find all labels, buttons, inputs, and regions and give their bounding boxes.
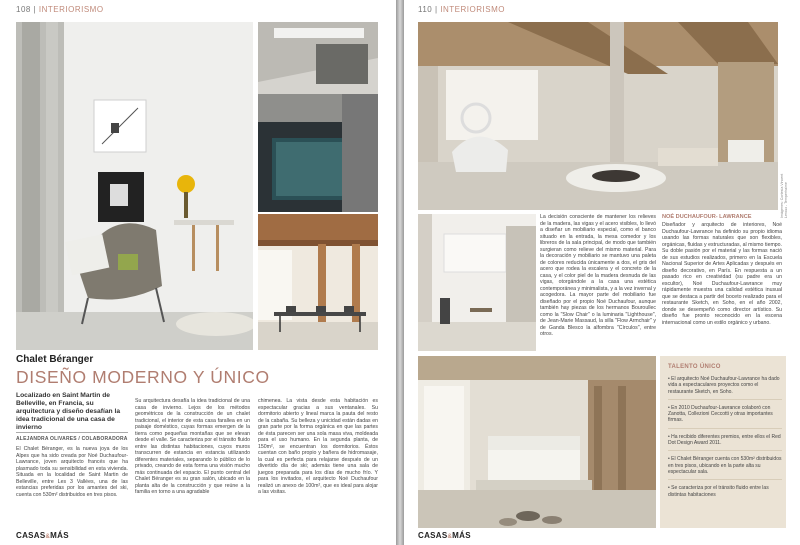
article-headline: DISEÑO MODERNO Y ÚNICO — [16, 367, 270, 387]
right-page — [404, 0, 800, 545]
talento-heading: TALENTO ÚNICO — [668, 364, 721, 370]
list-item: • En 2010 Duchaufour-Lawrance colaboró con Zanotta, Collezioni Ceccotti y otras importantes firmas. — [668, 405, 782, 429]
magazine-logo — [418, 531, 471, 540]
section-name: INTERIORISMO — [440, 5, 505, 14]
body-column-3: chimenea. La vista desde esta habitación es espectacular gracias a sus ventanales. Su dormitorio abierto y lineal marca la pauta del resto de la cabaña. Su belleza y unicidad están dadas en gran parte por la forma orgánica en que las partes de ésta parecen ser una sola masa viva, moldeada para el uso humano. En la segunda planta, de 150m², se encuentran los dormitorios. Éstos cuentan con baño propio y bañera de hidromasaje, la cual es perfecta para relajarse después de un divertido día de ski; además tiene una sala de juegos preparada para los días de mucho frío. Y para los invitados, el arquitecto Noé Duchaufour realizó un anexo de 100m², que es ideal para alojar a las visitas. — [258, 398, 378, 495]
list-item: • El arquitecto Noé Duchaufour-Lawrance ha dado vida a espectaculares proyectos como el restaurante Sketch, en Soho. — [668, 376, 782, 400]
list-item: • Ha recibido diferentes premios, entre ellos el Red Dot Design Award 2011. — [668, 434, 782, 452]
page-gutter — [396, 0, 404, 545]
deck-divider — [16, 432, 128, 433]
page-number: 108 — [16, 5, 31, 14]
logo-ampersand: & — [447, 534, 453, 540]
talento-item-text: Se caracteriza por el tránsito fluido entre las distintas habitaciones — [668, 485, 769, 498]
talento-item-text: En 2010 Duchaufour-Lawrance colaboró con Zanotta, Collezioni Ceccotti y otras importantes firmas. — [668, 404, 773, 424]
body-column-1: La decisión consciente de mantener los relieves de la madera, las vigas y el acero visibles, lo llevó a diseñar un mobiliario especial, como el banco situado en la entrada, la mesa comedor y los libreros de la sala principal, de modo que también surgieran como relieve del mismo material. Para la decoración y mobiliario se mantuvo una paleta de colores reducida únicamente a dos, el gris del acero que rodea la escalera y el concreto de la casa, y el color piel de la madera desnuda de las vigas, otorgándole a la casa una estética contemporánea y minimalista, y a la vez invernal y acogedora. La mayor parte del mobiliario fue diseñado por el propio Noé Duchaufour, aunque también hay piezas de los hermanos Bouroullec como la "Slow Chair" o la luminaria "Lighthouse", de Jean-Marie Massaud, la silla "Flow Armchair" y de Ganda Blesco la alfombra "Círculos", entre otros. — [540, 214, 656, 337]
chalet-salon-photo — [418, 22, 778, 210]
dining-room-photo — [258, 214, 378, 350]
logo-part: CASAS — [16, 531, 46, 540]
page-folio: 110 | INTERIORISMO — [418, 5, 505, 14]
magazine-logo — [16, 531, 69, 540]
logo-part: CASAS — [418, 531, 448, 540]
staircase-photo — [418, 214, 536, 351]
indoor-pool-photo — [258, 22, 378, 212]
logo-part: MÁS — [50, 531, 69, 540]
bio-heading: NOÉ DUCHAUFOUR- LAWRANCE — [662, 214, 752, 220]
page-folio: 108 | INTERIORISMO — [16, 5, 104, 14]
living-room-photo — [16, 22, 253, 350]
logo-ampersand: & — [45, 534, 51, 540]
article-kicker: Chalet Béranger — [16, 354, 94, 365]
talento-item-text: Ha recibido diferentes premios, entre ellos el Red Dot Design Award 2011. — [668, 433, 781, 447]
left-page — [0, 0, 396, 545]
page-number: 110 — [418, 5, 433, 14]
talento-list — [668, 376, 782, 498]
section-name: INTERIORISMO — [38, 5, 104, 14]
logo-part: MÁS — [452, 531, 471, 540]
bedroom-photo — [418, 356, 656, 528]
designer-bio: Diseñador y arquitecto de interiores, Noé Duchaufour-Lawrance ha definido su propio idioma usando las formas naturales que son flexibles, orgánicas, fluidas y estructuradas, al mismo tiempo. Su doble pasión por el material y las formas nació de sus estudios realizados, primero en la Escuela Nacional Superior de Artes Aplicadas y después en diseño decorativo, en París. En respuesta a un pasado rico en creatividad (su padre era un escultor), Noé Duchaufour-Lawrance muy rápidamente muestra una calidad estética inusual que se destaca a partir del boceto realizado para el restaurante Sketch, en Soho, en el año 2002, donde se desempeñó como director artístico. Su diseño fue pronto reconocido en la escena internacional como un estilo orgánico y urbano. — [662, 222, 782, 326]
talento-item-text: El Chalet Béranger cuenta con 530m² distribuidos en tres pisos, ubicando en la parte alta su espectacular sala. — [668, 456, 782, 475]
list-item: • Se caracteriza por el tránsito fluido entre las distintas habitaciones — [668, 485, 769, 498]
talento-unico-box — [660, 356, 786, 528]
byline: ALEJANDRA OLIVARES / COLABORADORA — [16, 436, 128, 442]
photo-credit: Imágenes: Cortesía Vincent Leroux - Temperhaime — [780, 173, 788, 218]
body-column-1: El Chalet Béranger, es la nueva joya de los Alpes que ha sido creada por Noé Duchaufour-Lawrance, joven arquitecto francés que ha plasmado toda su sensibilidad en esta vivienda. Situada en la localidad de Saint Martin de Belleville, entre Les 3 Vallées, una de las estancias preferidas por los amantes del ski, cuenta con 530m² distribuidos en tres pisos. — [16, 446, 128, 498]
article-deck: Localizado en Saint Martin de Belleville, en Francia, su arquitectura y diseño desafían la idea tradicional de una casa de invierno — [16, 392, 121, 431]
body-column-2: Su arquitectura desafía la idea tradicional de una casa de invierno. Lejos de los métodos geométricos de la construcción de un chalet tradicional, el interior de esta casa farallea en un paisaje doméstico, cuyas formas emergen de la tierra como pequeñas montañas que se elevan desde el valle. Se caracteriza por el tránsito fluido entre las distintas habitaciones, cuyos muros transcurren de estancia en estancia utilizando diferentes materiales, separando lo público de lo privado, creando de esta forma una visión mucho más continuada del espacio. El punto central del Chalet Béranger es su gran salón, ubicado en la planta alta de la construcción y que reúne a la familia en torno a una agradable — [135, 398, 250, 495]
list-item: • El Chalet Béranger cuenta con 530m² distribuidos en tres pisos, ubicando en la parte alta su espectacular sala. — [668, 456, 782, 480]
talento-item-text: El arquitecto Noé Duchaufour-Lawrance ha dado vida a espectaculares proyectos como el restaurante Sketch, en Soho. — [668, 376, 780, 395]
